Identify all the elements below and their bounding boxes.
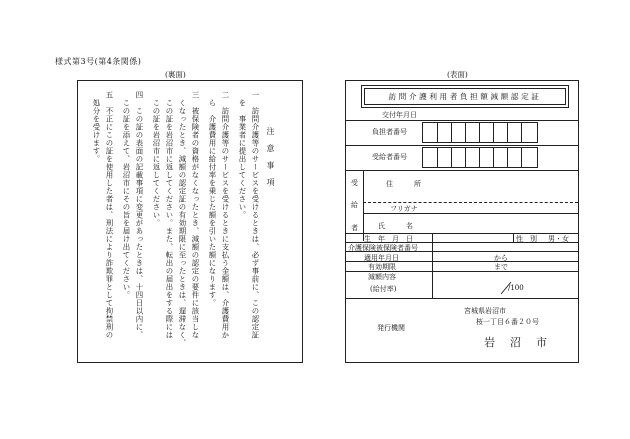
insurer-number-boxes [422,122,538,143]
issuer-name: 岩 沼 市 [484,336,549,349]
insurer-number-label: 負担者番号 [372,128,407,136]
note-line: 四 この証の表面の記載事項に変更があったときは、十四日以内に、 [135,91,144,339]
recipient-side-char: 者 [351,224,358,232]
valid-period-label: 有効期限 [368,263,396,271]
insured-number-label: 介護保険被保険者番号 [348,244,418,252]
notes-title: 注意事項 [266,127,275,195]
issuer-address-line1: 宮城県岩沼市 [464,307,506,315]
applicable-date-label: 適用年月日 [364,254,399,262]
rate-value: /100 [508,284,524,292]
back-side-label: (裏面) [165,70,186,79]
note-line: くなったとき、減額の認定証の有効期限に至ったときは、遅滞なく、 [178,91,187,347]
issuer-label: 発行機関 [377,324,405,332]
from-text: から [494,254,508,262]
reduction-content-label: 減額内容 [368,273,396,281]
note-line: 二 訪問介護等のサービスを受けるときに支払う金額は、介護費用か [221,91,230,339]
note-line: 処分を受けます。 [92,91,101,163]
form-number: 様式第3号(第4条関係) [55,57,142,66]
certificate-title: 訪問介護利用者負担額減額認定証 [364,88,566,105]
recipient-side-char: 受 [351,179,358,187]
gender-label: 性 別 [516,235,537,243]
note-line: 三 被保険者の資格がなくなったとき、減額の認定の要件に該当しな [191,91,200,339]
address-label: 住 所 [386,180,421,188]
note-line: この証を添えて、岩沼市にその旨を届け出てください。 [122,91,131,299]
certificate-title-box [361,85,569,108]
recipient-number-boxes [422,147,538,168]
note-line: この証を岩沼市に返してください。 [152,91,161,227]
until-text: まで [494,263,508,271]
note-line: を 事業者に提出してください。 [238,91,247,219]
front-side-label: (表面) [447,70,468,79]
issuer-address-line2: 桜一丁目６番２０号 [476,318,539,326]
note-line: 五 不正にこの証を使用した者は、刑法により詐欺罪として拘禁刑の [105,91,114,339]
benefit-rate-label: (給付率) [370,285,397,293]
note-line: この証を岩沼市に返してください。また、転出の届出をする際には [165,91,174,339]
name-label: 氏 名 [378,222,413,230]
note-line: ら 介護費用に給付率を乗じた額を引いた額になります。 [208,91,217,307]
recipient-side-char: 給 [351,201,358,209]
furigana-label: フリガナ [390,205,418,213]
note-line: 一 訪問介護等のサービスを受けるときは、必ず事前に、この認定証 [251,91,260,339]
recipient-number-label: 受給者番号 [372,153,407,161]
back-notes-card [77,80,303,363]
front-certificate-card [345,80,579,363]
issue-date-label: 交付年月日 [382,111,417,119]
birth-date-label: 生 年 月 日 [364,235,413,243]
gender-options: 男・女 [548,235,569,243]
